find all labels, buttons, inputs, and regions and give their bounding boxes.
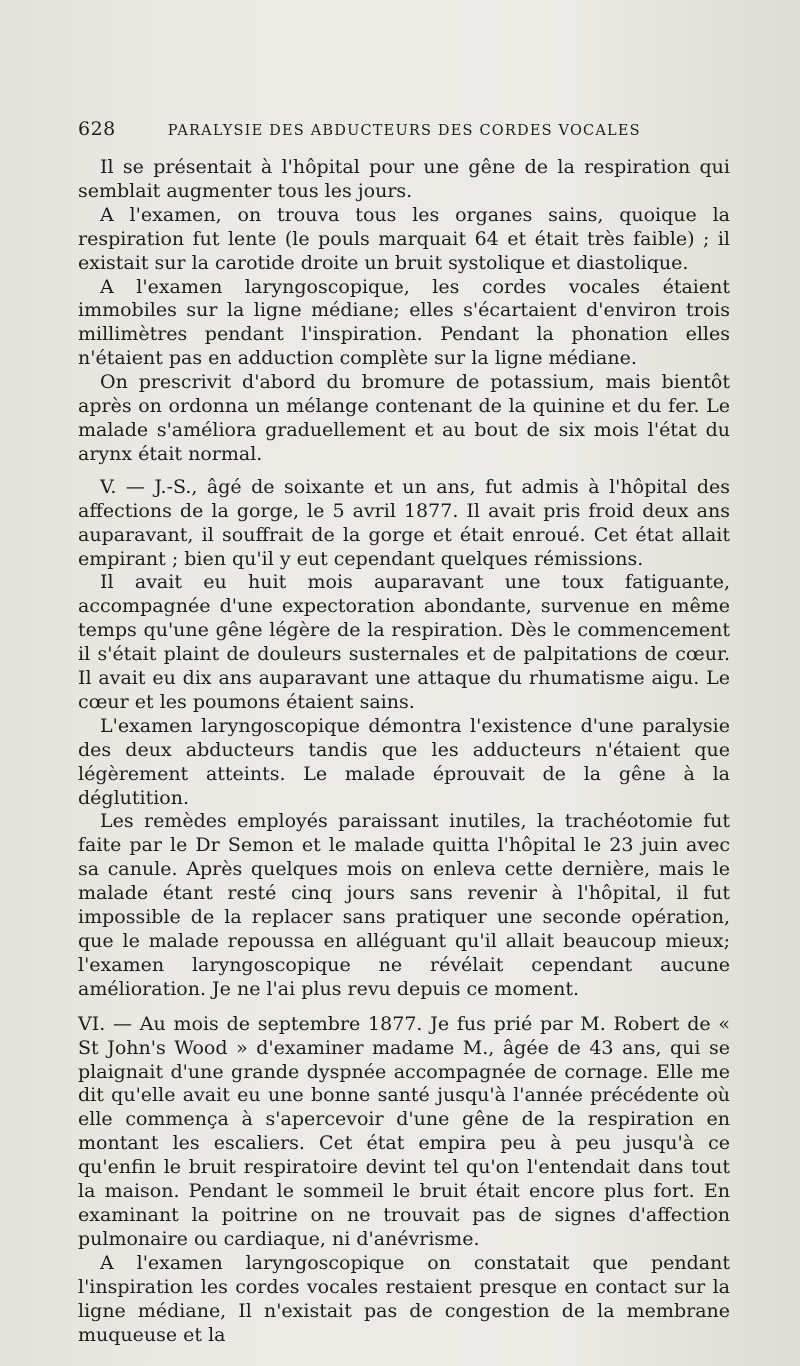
page-number: 628 [78, 118, 116, 140]
body-text [78, 156, 730, 1347]
paragraph: On prescrivit d'abord du bromure de potassium, mais bientôt après on ordonna un mélange contenant de la quinine et du fer. Le malade s'améliora graduellement et au bout de six mois l'état du arynx était normal. [78, 371, 730, 465]
paragraph: L'examen laryngoscopique démontra l'existence d'une paralysie des deux abducteurs tandis que les adducteurs n'étaient que légèrement atteints. Le malade éprouvait de la gêne à la déglutition. [78, 714, 730, 809]
running-head: PARALYSIE DES ABDUCTEURS DES CORDES VOCALES [167, 123, 641, 139]
paragraph: A l'examen laryngoscopique, les cordes vocales étaient immobiles sur la ligne médiane; elles s'écartaient d'environ trois millimètres pendant l'inspiration. Pendant la phonation elles n'étaient pas en adduction complète sur la ligne médiane. [78, 275, 730, 370]
paragraph: Il avait eu huit mois auparavant une toux fatiguante, accompagnée d'une expectoration abondante, survenue en même temps qu'une gêne légère de la respiration. Dès le commencement il s'était plaint de douleurs susternales et de palpitations de cœur. Il avait eu dix ans auparavant une attaque du rhumatisme aigu. Le cœur et les poumons étaient sains. [78, 571, 730, 713]
paragraph: Les remèdes employés paraissant inutiles, la trachéotomie fut faite par le Dr Semon et le malade quitta l'hôpital le 23 juin avec sa canule. Après quelques mois on enleva cette dernière, mais le malade étant resté cinq jours sans revenir à l'hôpital, il fut impossible de la replacer sans pratiquer une seconde opération, que le malade repoussa en alléguant qu'il allait beaucoup mieux; l'examen laryngoscopique ne révélait cependant aucune amélioration. Je ne l'ai plus revu depuis ce moment. [78, 810, 730, 1000]
case-v-paragraph: V. — J.-S., âgé de soixante et un ans, fut admis à l'hôpital des affections de la gorge, le 5 avril 1877. Il avait pris froid deux ans auparavant, il souffrait de la gorge et était enroué. Cet état allait empirant ; bien qu'il y eut cependant quelques rémissions. [78, 475, 730, 570]
case-vi-paragraph: VI. — Au mois de septembre 1877. Je fus prié par M. Robert de « St John's Wood » d'examiner madame M., âgée de 43 ans, qui se plaignait d'une grande dyspnée accompagnée de cornage. Elle me dit qu'elle avait eu une bonne santé jusqu'à l'année précédente où elle commença à s'apercevoir d'une gêne de la respiration en montant les escaliers. Cet état empira peu à peu jusqu'à ce qu'enfin le bruit respiratoire devint tel qu'on l'entendait dans tout la maison. Pendant le sommeil le bruit était encore plus fort. En examinant la poitrine on ne trouvait pas de signes d'affection pulmonaire ou cardiaque, ni d'anévrisme. [78, 1012, 730, 1250]
paragraph: A l'examen laryngoscopique on constatait que pendant l'inspiration les cordes vocales restaient presque en contact sur la ligne médiane, Il n'existait pas de congestion de la membrane muqueuse et la [78, 1251, 730, 1346]
paragraph: A l'examen, on trouva tous les organes sains, quoique la respiration fut lente (le pouls marquait 64 et était très faible) ; il existait sur la carotide droite un bruit systolique et diastolique. [78, 203, 730, 274]
page-header [78, 118, 728, 140]
paragraph: Il se présentait à l'hôpital pour une gêne de la respiration qui semblait augmenter tous les jours. [78, 156, 730, 202]
